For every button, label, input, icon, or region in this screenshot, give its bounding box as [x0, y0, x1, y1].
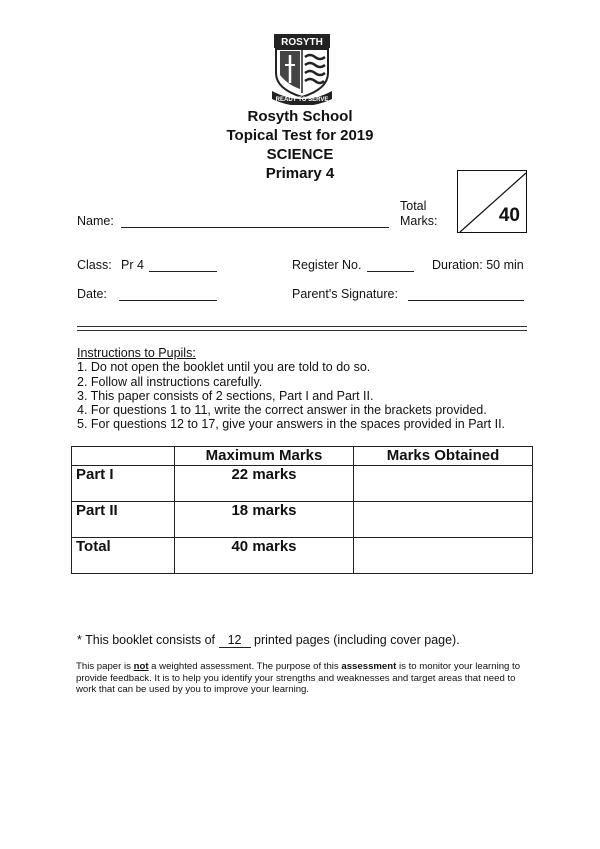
class-field-line[interactable]: [149, 271, 217, 272]
table-header-cell: [72, 447, 175, 466]
row-part-label: Part II: [72, 502, 175, 538]
divider-line-top: [77, 326, 527, 327]
svg-text:READY TO SERVE: READY TO SERVE: [275, 97, 329, 103]
row-max-marks: 40 marks: [175, 538, 354, 574]
note-text: a weighted assessment. The purpose of this: [148, 661, 342, 672]
total-marks-value: 40: [498, 205, 520, 226]
duration-text: Duration: 50 min: [432, 258, 524, 272]
instruction-item: 3. This paper consists of 2 sections, Part I and Part II.: [77, 388, 374, 403]
note-text: This paper is: [76, 661, 134, 672]
row-part-label: Total: [72, 538, 175, 574]
marks-table: [71, 446, 533, 574]
row-max-marks: 22 marks: [175, 466, 354, 502]
date-label: Date:: [77, 287, 107, 301]
pages-prefix: * This booklet consists of: [77, 633, 216, 647]
row-marks-obtained[interactable]: [354, 466, 533, 502]
total-marks-label-line1: Total: [400, 199, 427, 213]
note-text: is to monitor your learning to provide feedback. It is to help you identify your strengths and weaknesses and target areas that need to work that can be used by you to improve your learning.: [76, 661, 521, 696]
table-header-marks-obtained: Marks Obtained: [354, 447, 533, 466]
note-assessment: assessment: [341, 661, 397, 672]
instruction-item: 1. Do not open the booklet until you are told to do so.: [77, 360, 371, 375]
date-field-line[interactable]: [119, 300, 217, 301]
pages-suffix: printed pages (including cover page).: [254, 633, 460, 647]
name-label: Name:: [77, 214, 114, 228]
name-field-line[interactable]: [121, 227, 389, 228]
subject-title: SCIENCE: [266, 146, 334, 163]
row-max-marks: 18 marks: [175, 502, 354, 538]
row-marks-obtained[interactable]: [354, 502, 533, 538]
level-title: Primary 4: [265, 165, 335, 182]
table-row: [72, 538, 533, 574]
instructions-block: [77, 346, 505, 432]
test-title: Topical Test for 2019: [226, 127, 374, 144]
svg-text:ROSYTH: ROSYTH: [281, 37, 323, 48]
register-label: Register No.: [292, 258, 362, 272]
class-label: Class:: [77, 258, 112, 272]
row-part-label: Part I: [72, 466, 175, 502]
signature-field-line[interactable]: [408, 300, 524, 301]
table-header-max-marks: Maximum Marks: [175, 447, 354, 466]
instructions-title: Instructions to Pupils:: [77, 346, 196, 360]
school-name: Rosyth School: [247, 108, 353, 125]
page-count-line: [77, 633, 460, 648]
school-crest-logo: [270, 33, 334, 105]
note-not: not: [133, 661, 149, 672]
divider-line-bottom: [77, 330, 527, 331]
table-header-row: [72, 447, 533, 466]
total-marks-label-line2: Marks:: [400, 214, 438, 228]
assessment-note: [76, 661, 536, 696]
instruction-item: 5. For questions 12 to 17, give your answers in the spaces provided in Part II.: [77, 417, 506, 432]
total-marks-box: [457, 170, 527, 233]
register-field-line[interactable]: [367, 271, 414, 272]
row-marks-obtained[interactable]: [354, 538, 533, 574]
signature-label: Parent's Signature:: [292, 287, 398, 301]
instruction-item: 2. Follow all instructions carefully.: [77, 374, 263, 389]
pages-count: 12: [219, 633, 251, 648]
instruction-item: 4. For questions 1 to 11, write the correct answer in the brackets provided.: [77, 403, 487, 418]
table-row: [72, 502, 533, 538]
class-value: Pr 4: [121, 258, 144, 272]
table-row: [72, 466, 533, 502]
